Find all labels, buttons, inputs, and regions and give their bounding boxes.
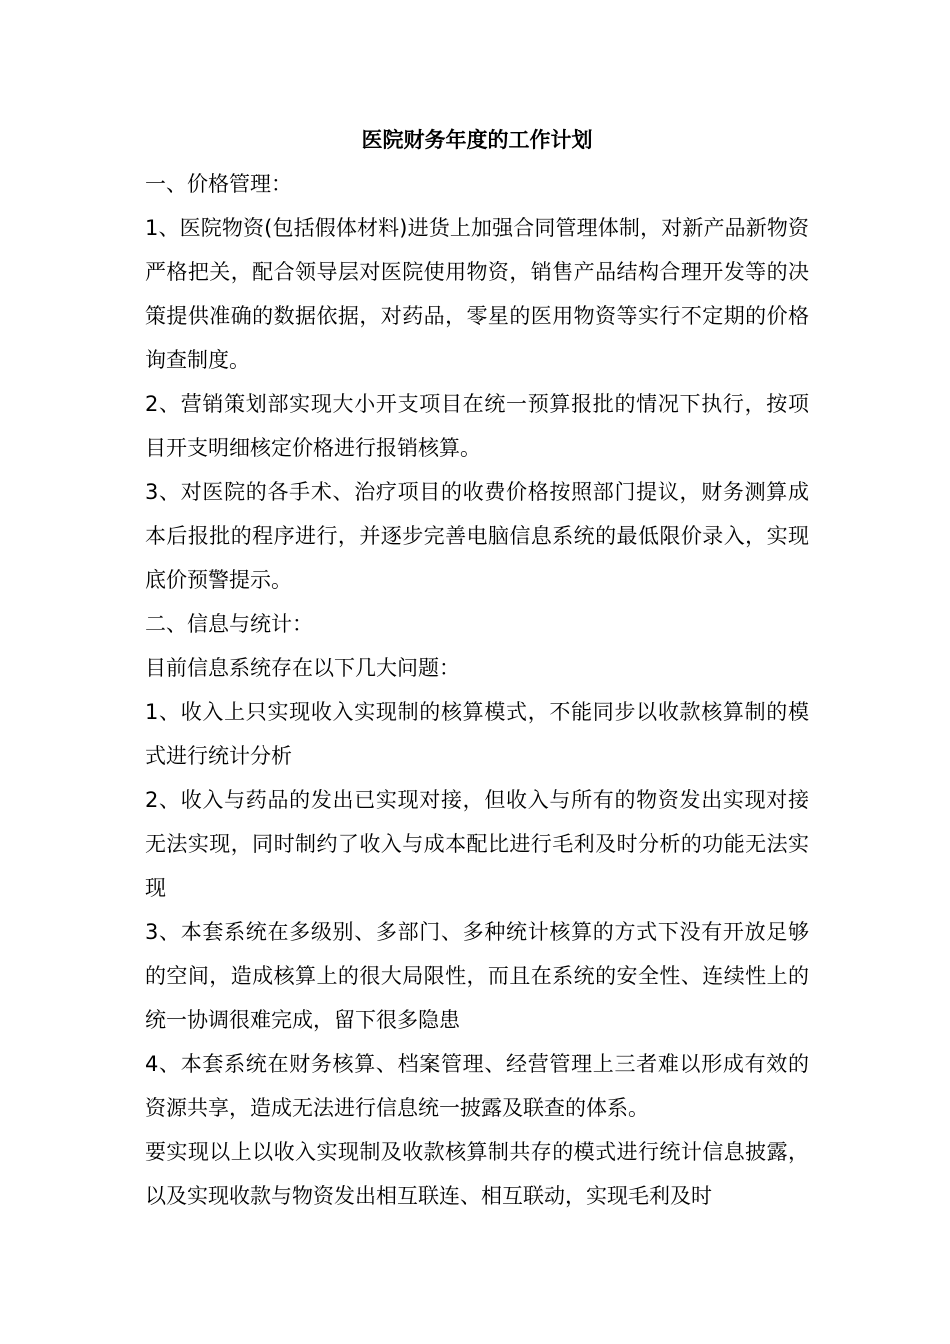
paragraph-problem-1: 1、收入上只实现收入实现制的核算模式，不能同步以收款核算制的模式进行统计分析 xyxy=(145,700,809,768)
paragraph-price-item-1: 1、医院物资(包括假体材料)进货上加强合同管理体制，对新产品新物资严格把关，配合领导层对医院使用物资，销售产品结构合理开发等的决策提供准确的数据依据，对药品，零星的医用物资等实行不定期的价格询查制度。 xyxy=(145,216,809,372)
paragraph-price-item-2: 2、营销策划部实现大小开支项目在统一预算报批的情况下执行，按项目开支明细核定价格进行报销核算。 xyxy=(145,392,809,460)
document-page xyxy=(145,118,809,1218)
paragraph-price-item-3: 3、对医院的各手术、治疗项目的收费价格按照部门提议，财务测算成本后报批的程序进行，并逐步完善电脑信息系统的最低限价录入，实现底价预警提示。 xyxy=(145,480,809,592)
paragraph-problem-3: 3、本套系统在多级别、多部门、多种统计核算的方式下没有开放足够的空间，造成核算上的很大局限性，而且在系统的安全性、连续性上的统一协调很难完成，留下很多隐患 xyxy=(145,920,809,1032)
paragraph-conclusion: 要实现以上以收入实现制及收款核算制共存的模式进行统计信息披露，以及实现收款与物资发出相互联连、相互联动，实现毛利及时 xyxy=(145,1140,809,1208)
section-heading-price-management: 一、价格管理： xyxy=(145,172,292,196)
paragraph-problem-2: 2、收入与药品的发出已实现对接，但收入与所有的物资发出实现对接无法实现，同时制约了收入与成本配比进行毛利及时分析的功能无法实现 xyxy=(145,788,809,900)
paragraph-problem-4: 4、本套系统在财务核算、档案管理、经营管理上三者难以形成有效的资源共享，造成无法进行信息统一披露及联查的体系。 xyxy=(145,1052,809,1120)
paragraph-problems-intro: 目前信息系统存在以下几大问题： xyxy=(145,656,460,680)
document-title: 医院财务年度的工作计划 xyxy=(361,128,593,152)
section-heading-information-statistics: 二、信息与统计： xyxy=(145,612,313,636)
